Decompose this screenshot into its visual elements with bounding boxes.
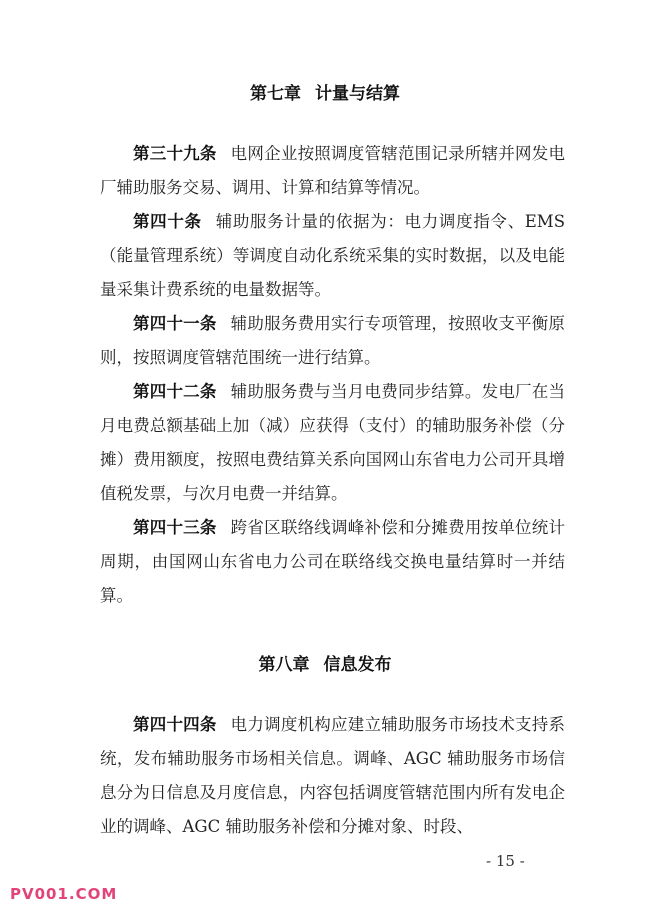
chapter-7-number: 第七章 (250, 84, 301, 104)
article-44 (100, 708, 565, 844)
article-number: 第四十三条 (133, 518, 217, 537)
chapter-7-title: 计量与结算 (315, 84, 400, 104)
article-text: 电力调度机构应建立辅助服务市场技术支持系统，发布辅助服务市场相关信息。调峰、AGC 辅助服务市场信息分为日信息及月度信息，内容包括调度管辖范围内所有发电企业的调峰、AGC 辅助服务补偿和分摊对象、时段、 (100, 715, 566, 836)
article-text: 电网企业按照调度管辖范围记录所辖并网发电厂辅助服务交易、调用、计算和结算等情况。 (100, 144, 566, 197)
article-40 (100, 205, 565, 307)
chapter-8-heading (0, 650, 650, 675)
article-number: 第三十九条 (133, 144, 217, 163)
article-text: 辅助服务费与当月电费同步结算。发电厂在当月电费总额基础上加（减）应获得（支付）的辅助服务补偿（分摊）费用额度，按照电费结算关系向国网山东省电力公司开具增值税发票，与次月电费一并结算。 (100, 382, 566, 503)
chapter-7-heading (0, 79, 650, 104)
article-text: 辅助服务费用实行专项管理，按照收支平衡原则，按照调度管辖范围统一进行结算。 (100, 314, 566, 367)
watermark-logo: PV001.COM (10, 885, 118, 903)
article-text: 跨省区联络线调峰补偿和分摊费用按单位统计周期，由国网山东省电力公司在联络线交换电量结算时一并结算。 (100, 518, 566, 605)
chapter-8-number: 第八章 (258, 655, 310, 675)
article-number: 第四十一条 (133, 314, 217, 333)
article-number: 第四十二条 (133, 382, 217, 401)
article-number: 第四十四条 (133, 715, 217, 734)
chapter-8-title: 信息发布 (323, 655, 392, 675)
article-43 (100, 511, 565, 613)
article-number: 第四十条 (133, 212, 202, 231)
article-42 (100, 375, 565, 511)
page-number: - 15 - (486, 852, 525, 870)
article-41 (100, 307, 565, 375)
article-39 (100, 137, 565, 205)
article-text: 辅助服务计量的依据为：电力调度指令、EMS（能量管理系统）等调度自动化系统采集的实时数据，以及电能量采集计费系统的电量数据等。 (100, 212, 565, 299)
